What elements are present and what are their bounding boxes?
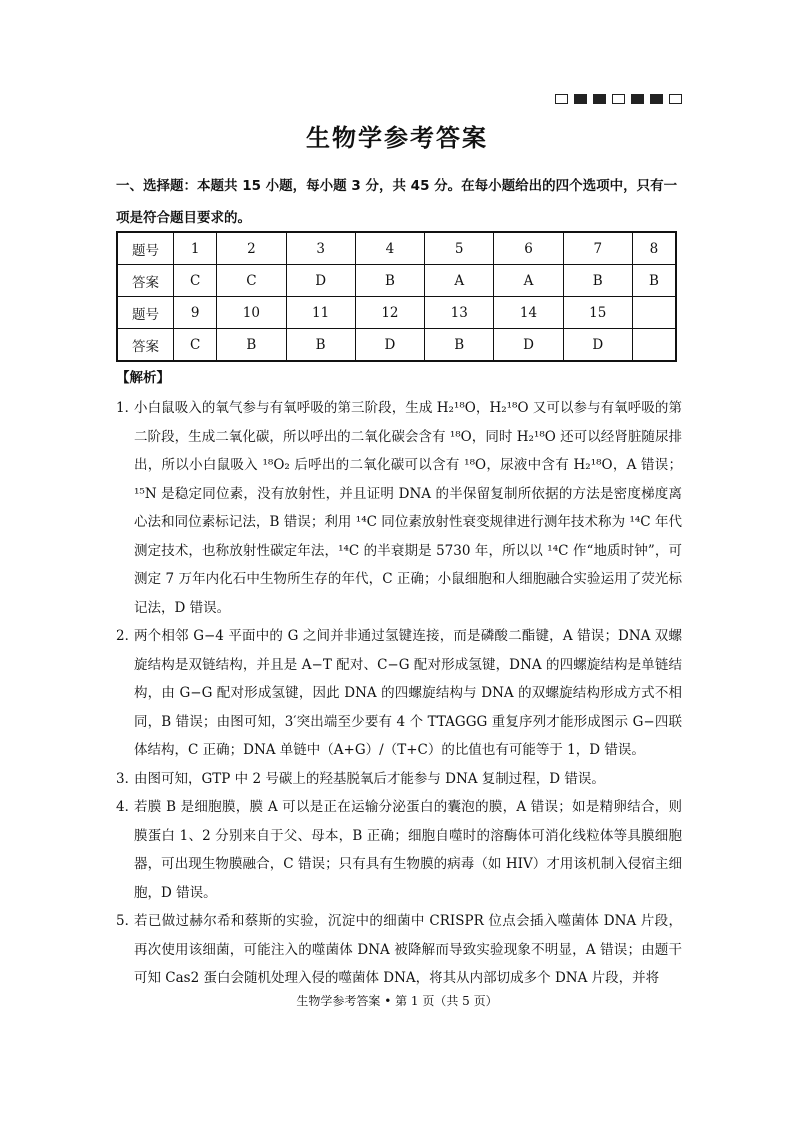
row-label: 题号 [117, 232, 174, 265]
print-mark-filled [593, 94, 606, 104]
table-row-questions [117, 297, 676, 329]
question-number: 12 [355, 297, 424, 329]
question-number: 10 [217, 297, 286, 329]
analysis-label: 【解析】 [116, 370, 170, 386]
item-number: 5． [116, 913, 139, 929]
question-number [632, 297, 676, 329]
answer-cell: B [286, 329, 355, 362]
item-number: 4． [116, 799, 139, 815]
item-text: 两个相邻 G−4 平面中的 G 之间并非通过氢键连接，而是磷酸二酯键，A 错误；DNA 双螺旋结构是双链结构，并且是 A−T 配对、C−G 配对形成氢键，DNA 的四螺旋结构是单链结构，由 G−G 配对形成氢键，因此 DNA 的四螺旋结构与 DNA 的双螺旋结构形成方式不相同，B 错误；由图可知，3′突出端至少要有 4 个 TTAGGG 重复序列才能形成图示 G−四联体结构，C 正确；DNA 单链中（A+G）/（T+C）的比值也有可能等于 1，D 错误。 [134, 628, 682, 758]
question-number: 6 [494, 232, 563, 265]
analysis-item [116, 394, 682, 622]
answer-cell: C [174, 265, 217, 297]
answer-cell: D [355, 329, 424, 362]
question-number: 13 [425, 297, 494, 329]
question-number: 7 [563, 232, 632, 265]
print-mark-filled [631, 94, 644, 104]
item-number: 3． [116, 770, 139, 787]
section-heading: 一、选择题：本题共 15 小题，每小题 3 分，共 45 分。在每小题给出的四个选项中，只有一项是符合题目要求的。 [116, 178, 678, 226]
answer-cell: B [563, 265, 632, 297]
answer-table [116, 231, 677, 362]
item-number: 1． [116, 400, 139, 416]
analysis-list [116, 394, 682, 993]
question-number: 2 [217, 232, 286, 265]
print-mark-empty [612, 94, 625, 104]
question-number: 4 [355, 232, 424, 265]
table-row-questions [117, 232, 676, 265]
analysis-item [116, 765, 682, 794]
answer-cell: B [355, 265, 424, 297]
item-text: 小白鼠吸入的氧气参与有氧呼吸的第三阶段，生成 H₂¹⁸O，H₂¹⁸O 又可以参与有氧呼吸的第二阶段，生成二氧化碳，所以呼出的二氧化碳会含有 ¹⁸O，同时 H₂¹⁸O 还可以经肾脏随尿排出，所以小白鼠吸入 ¹⁸O₂ 后呼出的二氧化碳可以含有 ¹⁸O，尿液中含有 H₂¹⁸O，A 错误；¹⁵N 是稳定同位素，没有放射性，并且证明 DNA 的半保留复制所依据的方法是密度梯度离心法和同位素标记法，B 错误；利用 ¹⁴C 同位素放射性衰变规律进行测年技术称为 ¹⁴C 年代测定技术，也称放射性碳定年法，¹⁴C 的半衰期是 5730 年，所以以 ¹⁴C 作“地质时钟”，可测定 7 万年内化石中生物所生存的年代，C 正确；小鼠细胞和人细胞融合实验运用了荧光标记法，D 错误。 [134, 400, 682, 616]
page-footer: 生物学参考答案 • 第 1 页（共 5 页） [296, 994, 498, 1008]
analysis-item [116, 907, 682, 993]
page-title: 生物学参考答案 [306, 124, 488, 152]
row-label: 答案 [117, 329, 174, 362]
row-label: 题号 [117, 297, 174, 329]
item-text: 若已做过赫尔希和蔡斯的实验，沉淀中的细菌中 CRISPR 位点会插入噬菌体 DNA 片段，再次使用该细菌，可能注入的噬菌体 DNA 被降解而导致实验现象不明显，A 错误；由题干可知 Cas2 蛋白会随机处理入侵的噬菌体 DNA，将其从内部切成多个 DNA 片段，并将 [134, 913, 682, 986]
print-mark-filled [650, 94, 663, 104]
answer-cell: D [494, 329, 563, 362]
question-number: 8 [632, 232, 676, 265]
question-number: 3 [286, 232, 355, 265]
question-number: 15 [563, 297, 632, 329]
table-row-answers [117, 265, 676, 297]
answer-cell: D [563, 329, 632, 362]
analysis-item [116, 793, 682, 907]
print-mark-filled [574, 94, 587, 104]
answer-cell: B [425, 329, 494, 362]
question-number: 9 [174, 297, 217, 329]
item-number: 2． [116, 628, 139, 644]
question-number: 14 [494, 297, 563, 329]
table-row-answers [117, 329, 676, 362]
print-mark-empty [669, 94, 682, 104]
print-marks [555, 94, 682, 104]
print-mark-empty [555, 94, 568, 104]
answer-cell: B [217, 329, 286, 362]
question-number: 11 [286, 297, 355, 329]
question-number: 5 [425, 232, 494, 265]
answer-cell: B [632, 265, 676, 297]
question-number: 1 [174, 232, 217, 265]
answer-cell: D [286, 265, 355, 297]
answer-cell: C [217, 265, 286, 297]
item-text: 若膜 B 是细胞膜，膜 A 可以是正在运输分泌蛋白的囊泡的膜，A 错误；如是精卵结合，则膜蛋白 1、2 分别来自于父、母本，B 正确；细胞自噬时的溶酶体可消化线粒体等具膜细胞器，可出现生物膜融合，C 错误；只有具有生物膜的病毒（如 HIV）才用该机制入侵宿主细胞，D 错误。 [134, 799, 682, 901]
answer-cell: A [494, 265, 563, 297]
answer-cell [632, 329, 676, 362]
item-text: 由图可知，GTP 中 2 号碳上的羟基脱氧后才能参与 DNA 复制过程，D 错误。 [134, 770, 605, 787]
answer-cell: A [425, 265, 494, 297]
answer-cell: C [174, 329, 217, 362]
analysis-item [116, 622, 682, 765]
row-label: 答案 [117, 265, 174, 297]
